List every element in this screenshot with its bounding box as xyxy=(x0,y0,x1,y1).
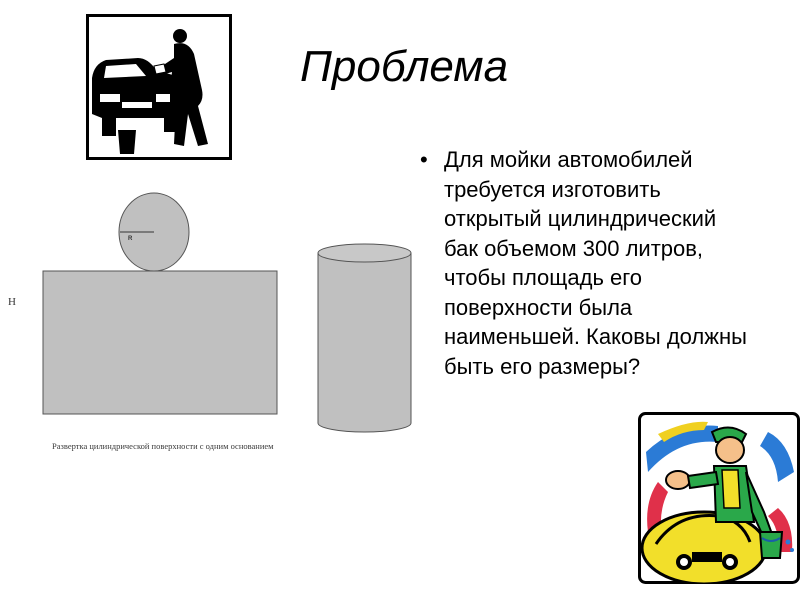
radius-label: R xyxy=(128,236,133,242)
cylinder-top-ellipse xyxy=(318,244,411,262)
worker-washing-yellow-car-clipart xyxy=(638,412,800,584)
bullet-marker: • xyxy=(420,147,428,172)
car-washing-person-clipart xyxy=(86,14,232,160)
slide-title: Проблема xyxy=(300,42,509,91)
diagram-caption: Развертка цилиндрической поверхности с одним основанием xyxy=(52,441,274,451)
net-lateral-rectangle xyxy=(43,271,277,414)
cylinder-bottom-curve xyxy=(318,423,411,432)
cylinder-body xyxy=(318,253,411,423)
bullet-text: Для мойки автомобилей требуется изготовить открытый цилиндрический бак объемом 300 литров, чтобы площадь его поверхности была наименьшей. Каковы должны быть его размеры? xyxy=(444,147,747,379)
height-label: H xyxy=(8,296,16,308)
